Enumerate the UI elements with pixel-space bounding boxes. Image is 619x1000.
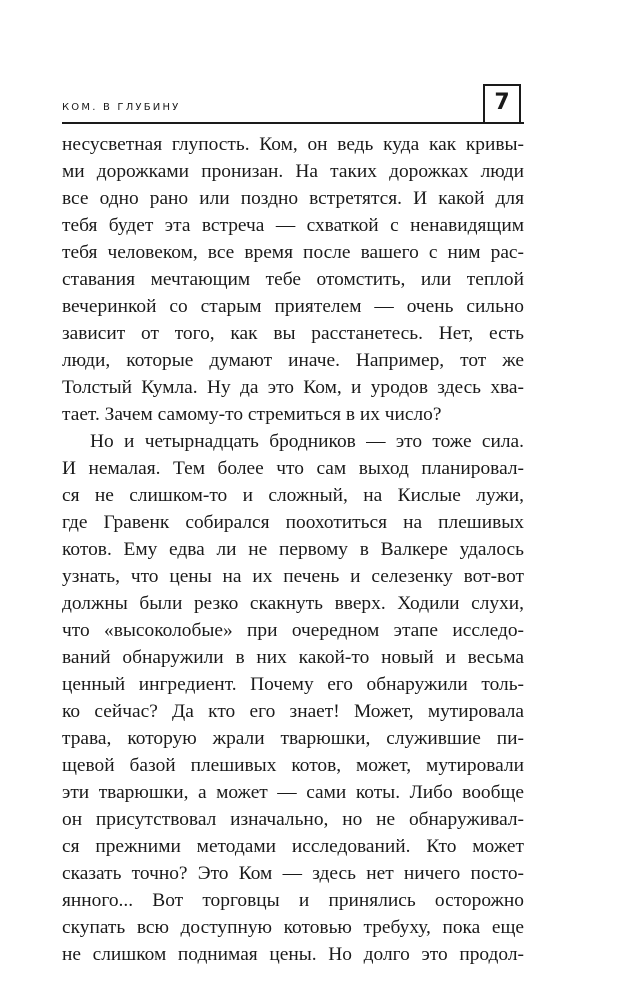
text-line: янного... Вот торговцы и принялись осторожно [62, 890, 524, 911]
text-line: Но и четырнадцать бродников — это тоже сила. [90, 431, 524, 452]
text-line: котов. Ему едва ли не первому в Валкере удалось [62, 539, 524, 560]
running-title: КОМ. В ГЛУБИНУ [62, 102, 181, 113]
text-line: ми дорожками пронизан. На таких дорожках люди [62, 161, 524, 182]
text-line: ценный ингредиент. Почему его обнаружили толь- [62, 674, 524, 695]
page-number: 7 [494, 90, 510, 115]
text-line: вечеринкой со старым приятелем — очень сильно [62, 296, 524, 317]
text-line: где Гравенк собирался поохотиться на плешивых [62, 512, 524, 533]
text-line: скупать всю доступную котовью требуху, пока еще [62, 917, 524, 938]
text-line: сказать точно? Это Ком — здесь нет ничего посто- [62, 863, 524, 884]
text-line: все одно рано или поздно встретятся. И какой для [62, 188, 524, 209]
text-line: трава, которую жрали тварюшки, служившие пи- [62, 728, 524, 749]
text-line: ставания мечтающим тебе отомстить, или теплой [62, 269, 524, 290]
text-line: щевой базой плешивых котов, может, мутировали [62, 755, 524, 776]
body-text [62, 131, 524, 968]
text-line: он присутствовал изначально, но не обнаруживал- [62, 809, 524, 830]
text-line: тает. Зачем самому-то стремиться в их число? [62, 404, 442, 425]
text-line: зависит от того, как вы расстанетесь. Нет, есть [62, 323, 524, 344]
text-line: люди, которые думают иначе. Например, тот же [62, 350, 524, 371]
text-line: узнать, что цены на их печень и селезенку вот-вот [62, 566, 524, 587]
text-line: Толстый Кумла. Ну да это Ком, и уродов здесь хва- [62, 377, 524, 398]
text-line: ко сейчас? Да кто его знает! Может, мутировала [62, 701, 524, 722]
text-line: эти тварюшки, а может — сами коты. Либо вообще [62, 782, 524, 803]
text-line: тебя человеком, все время после вашего с ним рас- [62, 242, 524, 263]
page-number-box [483, 84, 521, 122]
text-line: И немалая. Тем более что сам выход планировал- [62, 458, 524, 479]
text-line: не слишком поднимая цены. Но долго это продол- [62, 944, 524, 965]
page-header [62, 84, 524, 124]
text-line: ся не слишком-то и сложный, на Кислые лужи, [62, 485, 524, 506]
text-line: несусветная глупость. Ком, он ведь куда как кривы- [62, 134, 524, 155]
header-rule [62, 122, 524, 124]
text-line: что «высоколобые» при очередном этапе исследо- [62, 620, 524, 641]
text-line: ся прежними методами исследований. Кто может [62, 836, 524, 857]
text-line: ваний обнаружили в них какой-то новый и весьма [62, 647, 524, 668]
text-line: тебя будет эта встреча — схваткой с ненавидящим [62, 215, 524, 236]
text-line: должны были резко скакнуть вверх. Ходили слухи, [62, 593, 524, 614]
